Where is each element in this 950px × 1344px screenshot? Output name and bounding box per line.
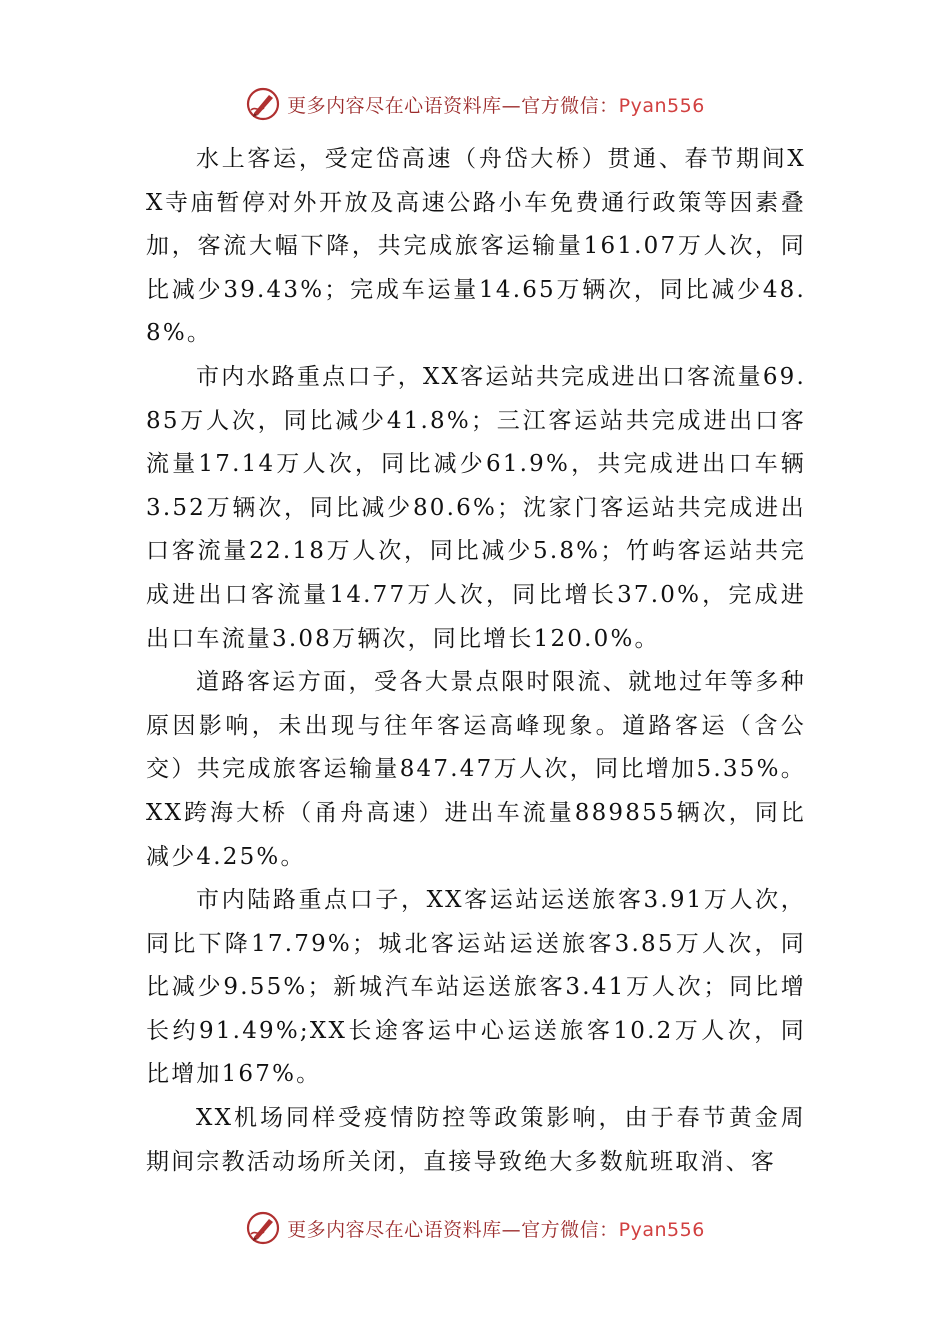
header-banner — [0, 84, 950, 124]
pen-logo-icon — [245, 1210, 281, 1246]
header-banner-label: 更多内容尽在心语资料库—官方微信： — [287, 94, 619, 117]
pen-logo-icon — [245, 86, 281, 122]
paragraph-airport: XX机场同样受疫情防控等政策影响，由于春节黄金周期间宗教活动场所关闭，直接导致绝大多数航班取消、客 — [146, 1105, 806, 1175]
footer-banner-label: 更多内容尽在心语资料库—官方微信： — [287, 1218, 619, 1241]
footer-banner — [0, 1208, 950, 1248]
header-banner-wechat: Pyan556 — [618, 94, 705, 117]
footer-banner-wechat: Pyan556 — [618, 1218, 705, 1241]
document-body — [146, 138, 806, 1184]
header-banner-text — [287, 91, 705, 118]
paragraph-road-transport: 道路客运方面，受各大景点限时限流、就地过年等多种原因影响，未出现与往年客运高峰现象。道路客运（含公交）共完成旅客运输量847.47万人次，同比增加5.35%。XX跨海大桥（甬舟高速）进出车流量889855辆次，同比减少4.25%。 — [146, 669, 806, 870]
footer-banner-text — [287, 1215, 705, 1242]
paragraph-water-transport: 水上客运，受定岱高速（舟岱大桥）贯通、春节期间XX寺庙暂停对外开放及高速公路小车免费通行政策等因素叠加，客流大幅下降，共完成旅客运输量161.07万人次，同比减少39.43%；完成车运量14.65万辆次，同比减少48.8%。 — [146, 146, 806, 347]
paragraph-water-ports: 市内水路重点口子，XX客运站共完成进出口客流量69.85万人次，同比减少41.8%；三江客运站共完成进出口客流量17.14万人次，同比减少61.9%，共完成进出口车辆3.52万辆次，同比减少80.6%；沈家门客运站共完成进出口客流量22.18万人次，同比减少5.8%；竹屿客运站共完成进出口客流量14.77万人次，同比增长37.0%，完成进出口车流量3.08万辆次，同比增长120.0%。 — [146, 363, 806, 652]
paragraph-land-ports: 市内陆路重点口子，XX客运站运送旅客3.91万人次，同比下降17.79%；城北客运站运送旅客3.85万人次，同比减少9.55%；新城汽车站运送旅客3.41万人次；同比增长约91.49%;XX长途客运中心运送旅客10.2万人次，同比增加167%。 — [146, 887, 806, 1088]
